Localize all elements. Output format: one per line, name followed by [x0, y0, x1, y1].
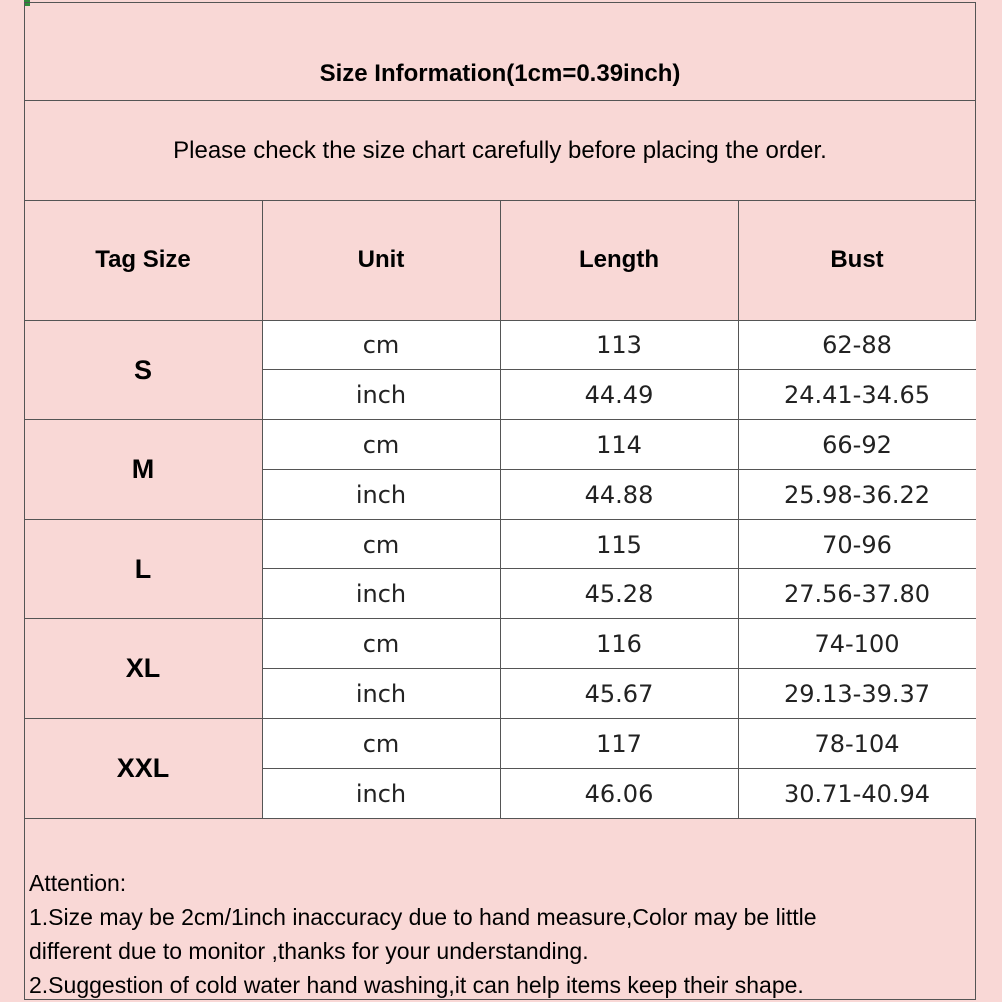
unit-cell: cm	[362, 729, 400, 758]
notes-line-1: 1.Size may be 2cm/1inch inaccuracy due to hand measure,Color may be little	[29, 904, 817, 930]
length-cell: 46.06	[584, 779, 654, 808]
length-cell: 116	[596, 629, 642, 658]
tag-size-xxl: XXL	[116, 752, 170, 783]
divider	[24, 818, 976, 819]
page-title: Size Information(1cm=0.39inch)	[319, 60, 681, 87]
bust-cell: 25.98-36.22	[783, 480, 931, 509]
bust-cell: 78-104	[814, 729, 900, 758]
page-subtitle: Please check the size chart carefully before placing the order.	[173, 137, 827, 164]
column-header-bust: Bust	[830, 246, 884, 273]
divider	[24, 100, 976, 101]
column-header-unit: Unit	[357, 246, 405, 273]
bust-cell: 70-96	[822, 530, 892, 559]
attention-notes	[29, 866, 974, 1002]
bust-cell: 24.41-34.65	[783, 380, 931, 409]
column-header-tag-size: Tag Size	[95, 246, 191, 273]
unit-cell: inch	[355, 679, 407, 708]
length-cell: 44.49	[584, 380, 654, 409]
tag-size-s: S	[133, 354, 152, 385]
bust-cell: 66-92	[822, 430, 892, 459]
length-cell: 115	[596, 530, 642, 559]
unit-cell: inch	[355, 480, 407, 509]
bust-cell: 62-88	[822, 330, 892, 359]
unit-cell: inch	[355, 380, 407, 409]
notes-heading: Attention:	[29, 870, 127, 896]
unit-cell: cm	[362, 330, 400, 359]
length-cell: 45.67	[584, 679, 654, 708]
unit-cell: inch	[355, 579, 407, 608]
column-header-length: Length	[579, 246, 659, 273]
length-cell: 117	[596, 729, 642, 758]
notes-line-2: different due to monitor ,thanks for your understanding.	[29, 938, 589, 964]
unit-cell: cm	[362, 430, 400, 459]
length-cell: 114	[596, 430, 642, 459]
unit-cell: cm	[362, 530, 400, 559]
length-cell: 44.88	[584, 480, 654, 509]
length-cell: 113	[596, 330, 642, 359]
unit-cell: inch	[355, 779, 407, 808]
bust-cell: 29.13-39.37	[783, 679, 931, 708]
bust-cell: 74-100	[814, 629, 900, 658]
bust-cell: 27.56-37.80	[783, 579, 931, 608]
tag-size-xl: XL	[125, 652, 161, 683]
tag-size-l: L	[134, 553, 152, 584]
length-cell: 45.28	[584, 579, 654, 608]
unit-cell: cm	[362, 629, 400, 658]
tag-size-m: M	[131, 453, 155, 484]
bust-cell: 30.71-40.94	[783, 779, 931, 808]
notes-line-3: 2.Suggestion of cold water hand washing,it can help items keep their shape.	[29, 972, 804, 998]
